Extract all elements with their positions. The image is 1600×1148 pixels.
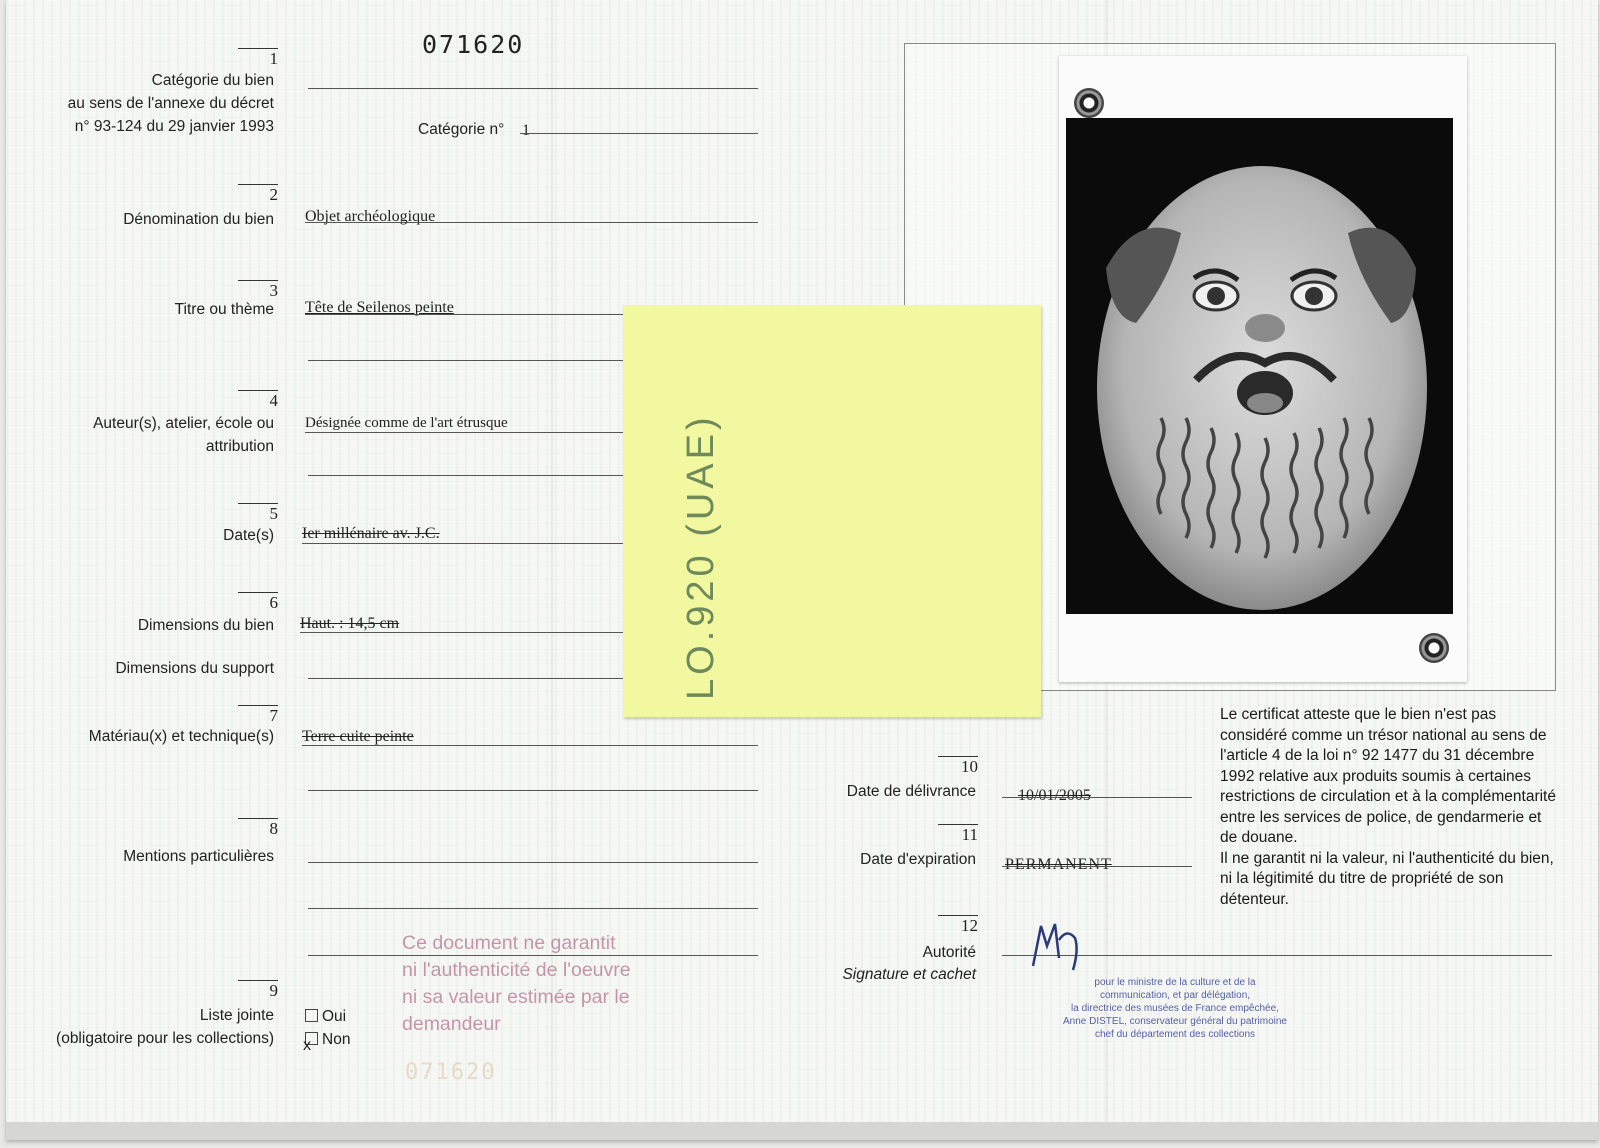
field-number-9: 9 xyxy=(238,980,278,1001)
field-line xyxy=(308,908,758,909)
signature-mark xyxy=(1025,918,1095,976)
field-label-signature: Signature et cachet xyxy=(842,966,976,983)
field-label-authority: Autorité xyxy=(922,944,976,961)
field-value-issue-date: 10/01/2005 xyxy=(1018,787,1091,804)
field-number-7: 7 xyxy=(238,705,278,726)
field-line xyxy=(302,543,624,544)
field-line xyxy=(300,632,624,633)
checkbox-oui[interactable] xyxy=(305,1009,318,1022)
field-number-1: 1 xyxy=(238,48,278,69)
field-line xyxy=(520,133,758,134)
checkbox-non-mark: x xyxy=(303,1037,311,1054)
field-number-11: 11 xyxy=(938,824,978,845)
field-line xyxy=(305,314,625,315)
document-number: 071620 xyxy=(422,30,525,59)
field-label-attached-list: Liste jointe (obligatoire pour les collections) xyxy=(56,1007,274,1047)
field-number-8: 8 xyxy=(238,818,278,839)
field-line xyxy=(1002,866,1192,867)
field-line xyxy=(305,222,758,223)
field-label-issue-date: Date de délivrance xyxy=(846,783,976,800)
field-line xyxy=(308,88,758,89)
field-label-denomination: Dénomination du bien xyxy=(123,211,274,228)
field-value-dimensions: Haut. : 14,5 cm xyxy=(300,615,400,632)
field-line xyxy=(305,432,625,433)
ministry-stamp: pour le ministre de la culture et de la communication, et par délégation, la directrice des musées de France empêchée, Anne DISTEL, conservateur général du patrimoine chef du département des collections xyxy=(1062,977,1287,1040)
field-number-12: 12 xyxy=(938,915,978,936)
field-line xyxy=(308,790,758,791)
field-value-material: Terre cuite peinte xyxy=(302,728,414,745)
field-value-title: Tête de Seilenos peinte xyxy=(305,299,454,316)
field-line xyxy=(308,678,624,679)
field-line xyxy=(308,862,758,863)
category-number-label: Catégorie n° xyxy=(418,121,505,138)
field-number-2: 2 xyxy=(238,184,278,205)
object-photo xyxy=(1066,118,1453,614)
field-number-4: 4 xyxy=(238,390,278,411)
field-label-expiry-date: Date d'expiration xyxy=(860,851,976,868)
field-label-author: Auteur(s), atelier, école ou attribution xyxy=(93,415,274,455)
category-number-value: 1 xyxy=(522,122,530,139)
field-line xyxy=(1002,797,1192,798)
seilenos-head-image xyxy=(1066,118,1453,614)
field-label-category: Catégorie du bien au sens de l'annexe du décret n° 93-124 du 29 janvier 1993 xyxy=(67,72,274,135)
field-label-dimensions: Dimensions du bien xyxy=(137,617,274,634)
field-value-expiry-date: PERMANENT xyxy=(1005,856,1112,873)
field-value-author: Désignée comme de l'art étrusque xyxy=(305,415,508,431)
certificate-statement: Le certificat atteste que le bien n'est pas considéré comme un trésor national au sens de l'article 4 de la loi n° 92 1477 du 31 décembre 1992 relative aux produits soumis à certaines restrictions de circulation et à la complémentarité entre les services de police, de gendarmerie et de douane. Il ne garantit ni la valeur, ni l'authenticité du bien, ni la légitimité du titre de propriété de son détenteur. xyxy=(1220,706,1556,908)
field-label-title: Titre ou thème xyxy=(174,301,274,318)
field-value-denomination: Objet archéologique xyxy=(305,208,436,225)
field-line xyxy=(308,475,624,476)
field-number-3: 3 xyxy=(238,280,278,301)
field-number-10: 10 xyxy=(938,756,978,777)
field-label-mentions: Mentions particulières xyxy=(123,848,274,865)
grommet-top xyxy=(1074,88,1104,118)
field-line xyxy=(302,745,758,746)
disclaimer-stamp: Ce document ne garantit ni l'authenticité de l'oeuvre ni sa valeur estimée par le demandeur xyxy=(402,932,631,1035)
field-number-5: 5 xyxy=(238,503,278,524)
grommet-bottom xyxy=(1419,633,1449,663)
ghost-document-number: 071620 xyxy=(405,1060,497,1085)
sticky-note-text: LO.920 (UAE) xyxy=(680,413,722,700)
field-value-dates: Ier millénaire av. J.C. xyxy=(302,525,440,542)
field-label-dates: Date(s) xyxy=(223,527,274,544)
field-label-support-dimensions: Dimensions du support xyxy=(115,660,274,677)
field-line xyxy=(308,360,624,361)
option-oui[interactable]: Oui xyxy=(305,1007,346,1027)
field-label-material: Matériau(x) et technique(s) xyxy=(88,728,274,745)
option-non[interactable]: Non xyxy=(305,1030,350,1050)
field-number-6: 6 xyxy=(238,592,278,613)
